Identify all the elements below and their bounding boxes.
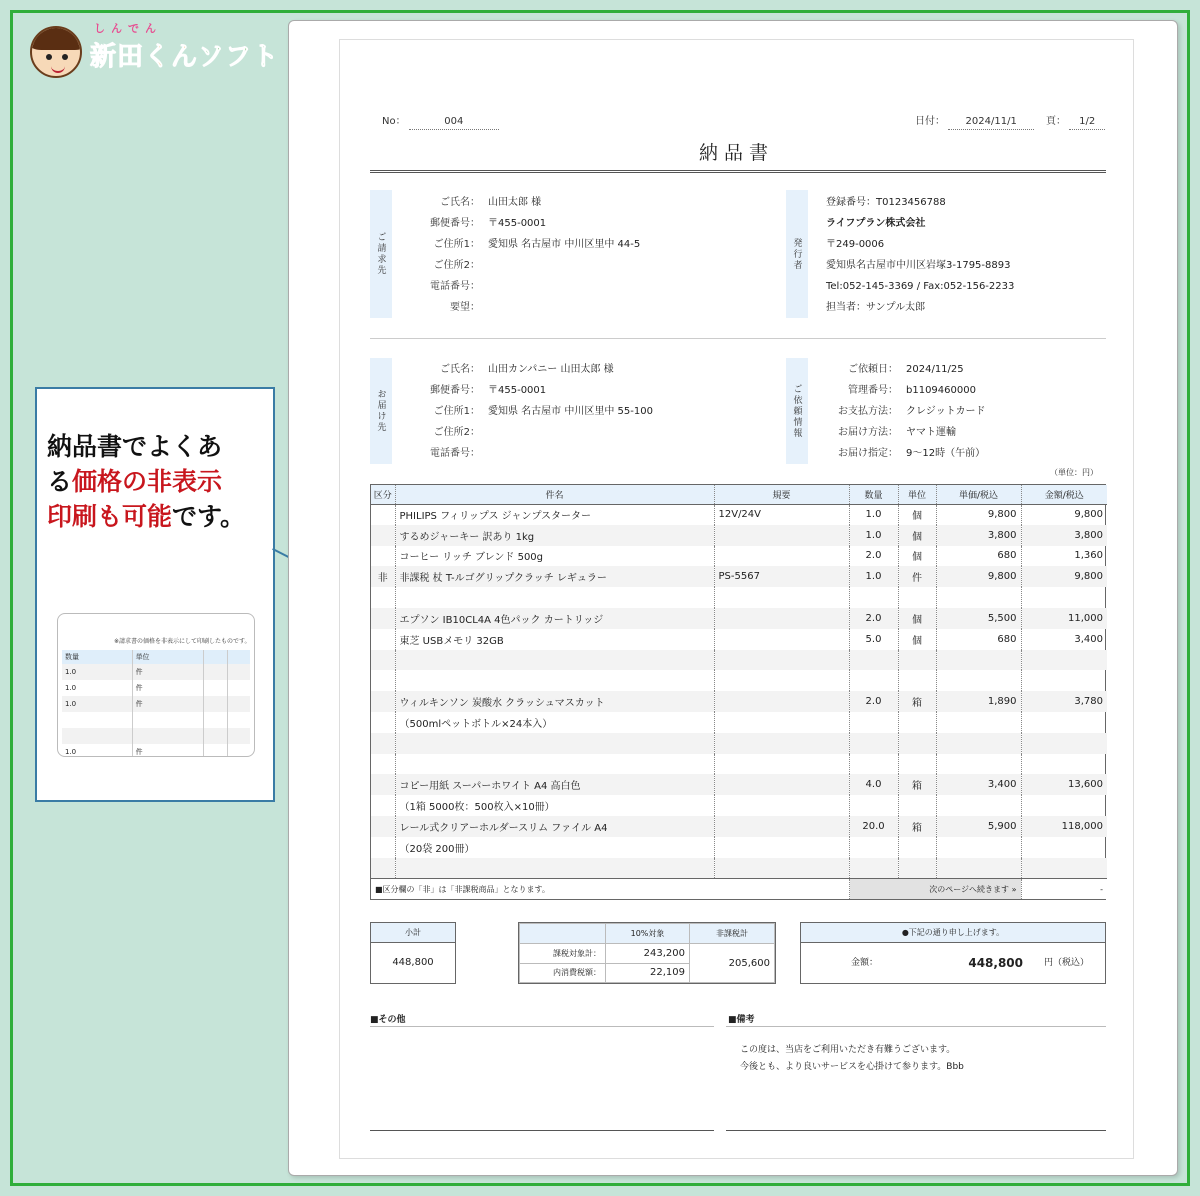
- brand-ruby: しんでん: [94, 22, 162, 35]
- doc-page: 頁： 1/2: [1046, 112, 1105, 130]
- table-row: エプソン IB10CL4A 4色パック カートリッジ 2.0 個 5,500 11,000: [371, 608, 1107, 629]
- feature-callout: [35, 387, 275, 802]
- preview-table: 数量 単位 1.0 件 1.0 件 1.0 件 1.0 件: [62, 650, 250, 757]
- nontax-value: 205,600: [690, 944, 775, 983]
- table-row: [371, 754, 1107, 775]
- items-footer: ■区分欄の「非」は「非課税商品」となります。 次のページへ続きます » -: [371, 878, 1107, 899]
- amount-value: 448,800: [968, 956, 1023, 970]
- items-header: 区分 件名 規要 数量 単位 単価/税込 金額/税込: [371, 485, 1107, 504]
- table-row: 非 非課税 杖 T-ルゴグリップクラッチ レギュラー PS-5567 1.0 件 9,800 9,800: [371, 566, 1107, 587]
- table-row: コーヒー リッチ ブレンド 500g 2.0 個 680 1,360: [371, 546, 1107, 567]
- order-info-tab: ご依頼情報: [786, 358, 808, 464]
- table-row: 東芝 USBメモリ 32GB 5.0 個 680 3,400: [371, 629, 1107, 650]
- document-page: [339, 39, 1134, 1159]
- billing-tab: ご請求先: [370, 190, 392, 318]
- section-separator: [370, 338, 1106, 339]
- table-row: コピー用紙 スーパーホワイト A4 高白色 4.0 箱 3,400 13,600: [371, 774, 1107, 795]
- other-base: [370, 1130, 714, 1131]
- title-rule: [370, 170, 1106, 173]
- issuer-tab: 発行者: [786, 190, 808, 318]
- billing-info: ご氏名： 山田太郎 様 郵便番号： 〒455-0001 ご住所1： 愛知県 名古屋市 中川区里中 44-5 ご住所2： 電話番号： 要望：: [430, 197, 641, 313]
- table-row: （500mlペットボトル×24本入）: [371, 712, 1107, 733]
- amount-box: ●下記の通り申し上げます。 金額： 448,800 円（税込）: [800, 922, 1106, 984]
- document-preview: [288, 20, 1178, 1176]
- remarks-rule: [726, 1026, 1106, 1027]
- order-info: ご依頼日： 2024/11/25 管理番号： b1109460000 お支払方法： クレジットカード お届け方法： ヤマト運輸 お届け指定： 9～12時（午前）: [838, 364, 986, 459]
- other-heading: ■その他: [370, 1015, 406, 1025]
- table-row: [371, 587, 1107, 608]
- table-row: [371, 733, 1107, 754]
- table-row: [371, 670, 1107, 691]
- subtotal-value: 448,800: [392, 957, 434, 968]
- doc-date: 日付： 2024/11/1: [915, 112, 1034, 130]
- hidden-price-preview: [57, 613, 255, 757]
- callout-message: 納品書でよくあ る価格の非表示 印刷も可能です。: [47, 432, 246, 531]
- brand-logo: [30, 20, 280, 80]
- remarks-base: [726, 1130, 1106, 1131]
- doc-title: 納品書: [698, 142, 774, 164]
- brand-name: 新田くんソフト: [90, 42, 280, 72]
- table-row: （1箱 5000枚：500枚入×10冊）: [371, 795, 1107, 816]
- delivery-info: ご氏名： 山田カンパニー 山田太郎 様 郵便番号： 〒455-0001 ご住所1： 愛知県 名古屋市 中川区里中 55-100 ご住所2： 電話番号：: [430, 364, 653, 459]
- other-rule: [370, 1026, 714, 1027]
- table-row: PHILIPS フィリップス ジャンプスターター 12V/24V 1.0 個 9,800 9,800: [371, 504, 1107, 525]
- remarks-heading: ■備考: [728, 1015, 755, 1025]
- unit-note: （単位：円）: [1050, 468, 1098, 477]
- delivery-tab: お届け先: [370, 358, 392, 464]
- issuer-info: 登録番号：T0123456788 ライフプラン株式会社 〒249-0006 愛知県名古屋市中川区岩塚3-1795-8893 Tel:052-145-3369 / Fax:052-156-2233 担当者：サンプル太郎: [826, 197, 1015, 313]
- preview-note: ※請求書の価格を非表示にして印刷したものです。: [114, 638, 251, 645]
- doc-number: No： 004: [382, 112, 499, 130]
- subtotal-box: 小計 448,800: [370, 922, 456, 984]
- remarks-text: この度は、当店をご利用いただき有難うございます。 今後とも、より良いサービスを心掛けて参ります。Bbb: [740, 1045, 964, 1072]
- table-row: [371, 650, 1107, 671]
- table-row: （20袋 200冊）: [371, 837, 1107, 858]
- tax-breakdown: 10%対象 非課税計 課税対象計： 243,200 205,600 内消費税額： 22,109: [518, 922, 776, 984]
- table-row: するめジャーキー 訳あり 1kg 1.0 個 3,800 3,800: [371, 525, 1107, 546]
- table-row: [371, 858, 1107, 879]
- table-row: レール式クリアーホルダースリム ファイル A4 20.0 箱 5,900 118,000: [371, 816, 1107, 837]
- table-row: ウィルキンソン 炭酸水 クラッシュマスカット 2.0 箱 1,890 3,780: [371, 691, 1107, 712]
- mascot-face-icon: [30, 26, 82, 78]
- items-table: [370, 484, 1106, 900]
